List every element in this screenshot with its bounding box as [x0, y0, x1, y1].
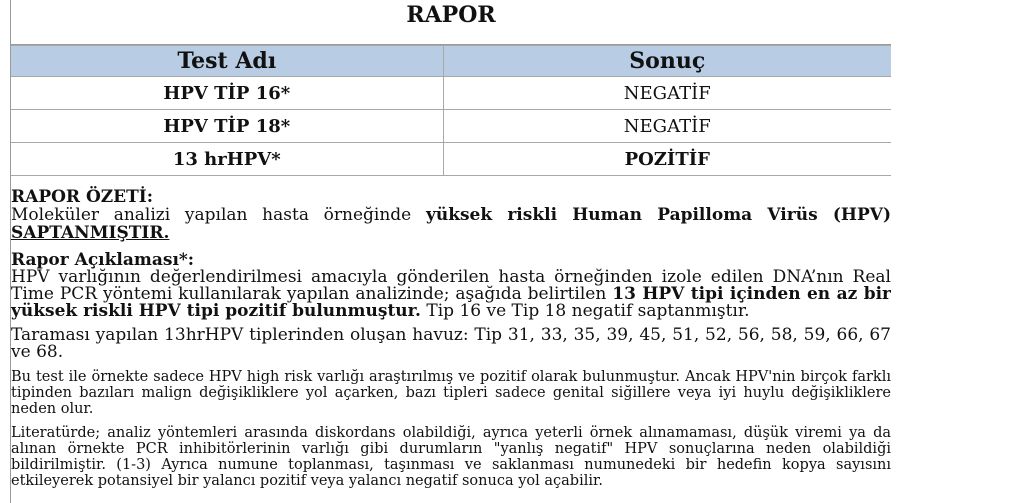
test-name-cell: HPV TİP 18* [11, 110, 443, 143]
table-row [11, 110, 891, 143]
header-result: Sonuç [443, 46, 891, 77]
table-row [11, 143, 891, 176]
report-explanation [11, 251, 891, 489]
results-table [11, 45, 891, 176]
summary-conclusion: SAPTANMIŞTIR. [11, 223, 170, 243]
test-name-cell: HPV TİP 16* [11, 77, 443, 110]
summary-heading: RAPOR ÖZETİ: [11, 187, 154, 207]
result-cell-positive: POZİTİF [443, 143, 891, 176]
explanation-paragraph-3: Bu test ile örnekte sadece HPV high risk varlığı araştırılmış ve pozitif olarak bulunmuştur. Ancak HPV'nin birçok farklı tipinden bazıları malign değişikliklere yol açarken, bazı tipleri sadece genital siğillere veya iyi huylu değişikliklere neden olur. [11, 369, 891, 417]
explanation-paragraph-1: HPV varlığının değerlendirilmesi amacıyla gönderilen hasta örneğinden izole edilen DNA’nın Real Time PCR yöntemi kullanılarak yapılan analizinde; aşağıda belirtilen 13 HPV tipi içinden en az bir yüksek riskli HPV tipi pozitif bulunmuştur. Tip 16 ve Tip 18 negatif saptanmıştır. [11, 267, 891, 321]
report-page [10, 0, 891, 503]
summary-bold: yüksek riskli Human Papilloma Virüs (HPV) [425, 205, 891, 225]
explanation-paragraph-4: Literatürde; analiz yöntemleri arasında diskordans olabildiği, ayrıca yeterli örnek alınamaması, düşük viremi ya da alınan örnekte PCR inhibitörlerinin varlığı gibi durumların "yanlış negatif" HPV sonuçlarına neden olabildiği bildirilmiştir. (1-3) Ayrıca numune toplanması, taşınması ve saklanması numunedeki bir hedefin kopya sayısını etkileyerek potansiyel bir yalancı pozitif veya yalancı negatif sonuca yol açabilir. [11, 425, 891, 489]
table-row [11, 77, 891, 110]
table-header-row [11, 46, 891, 77]
report-summary [11, 188, 891, 242]
report-title: RAPOR [11, 0, 891, 45]
explanation-paragraph-2: Taraması yapılan 13hrHPV tiplerinden oluşan havuz: Tip 31, 33, 35, 39, 45, 51, 52, 56, 58, 59, 66, 67 ve 68. [11, 325, 891, 362]
summary-text: Moleküler analizi yapılan hasta örneğinde yüksek riskli Human Papilloma Virüs (HPV) SAPTANMIŞTIR. [11, 205, 891, 243]
result-cell: NEGATİF [443, 110, 891, 143]
test-name-cell: 13 hrHPV* [11, 143, 443, 176]
result-cell: NEGATİF [443, 77, 891, 110]
header-test-name: Test Adı [11, 46, 443, 77]
explanation-heading: Rapor Açıklaması*: [11, 250, 195, 270]
